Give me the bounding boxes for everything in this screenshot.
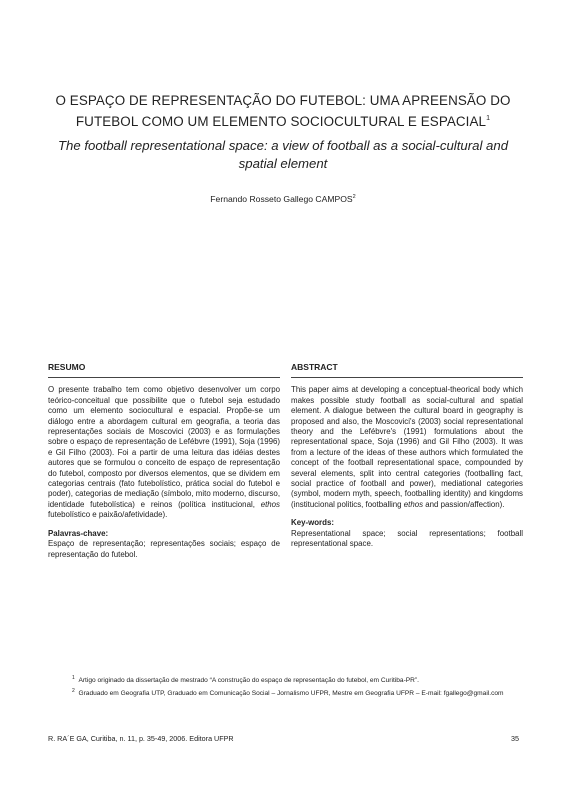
- footnote-1-mark: 1: [72, 675, 75, 681]
- resumo-body-end: futebolístico e paixão/afetividade).: [48, 510, 168, 520]
- footnote-2-mark: 2: [72, 688, 75, 694]
- page-number: 35: [511, 734, 519, 743]
- footnote-2-text: Graduado em Geografia UTP, Graduado em Comunicação Social – Jornalismo UFPR, Mestre em Geografia UFPR – E-mail: fgallego@gmail.com: [78, 690, 504, 697]
- article-title-text: O ESPAÇO DE REPRESENTAÇÃO DO FUTEBOL: UMA APREENSÃO DO FUTEBOL COMO UM ELEMENTO SOCIOCULTURAL E ESPACIAL: [55, 93, 511, 129]
- author-name: Fernando Rosseto Gallego CAMPOS: [210, 194, 353, 204]
- resumo-body: [48, 385, 280, 520]
- resumo-heading: RESUMO: [48, 362, 280, 378]
- title-footnote-mark: 1: [486, 115, 491, 122]
- abstract-body-italic: ethos: [403, 499, 424, 509]
- footnotes: [48, 673, 520, 699]
- resumo-keywords: Espaço de representação; representações sociais; espaço de representação do futebol.: [48, 539, 280, 559]
- journal-citation: R. RA´E GA, Curitiba, n. 11, p. 35-49, 2006. Editora UFPR: [48, 734, 234, 743]
- page-footer: [48, 734, 519, 743]
- abstract-heading: ABSTRACT: [291, 362, 523, 378]
- abstract-body: [291, 385, 523, 510]
- abstract-body-text: This paper aims at developing a conceptual-theorical body which makes possible study football as social-cultural and spatial element. A dialogue between the cultural board in geography is proposed and also, the Moscovici's (2003) social representational theory and the Lefébvre's (1991) formulations about the representational space, Soja (1996) and Gil Filho (2003). It was from a lecture of the ideas of these authors which formulated the concept of the football representational space, compounded by several elements, split into central categories (footballing fact, social practice of football and power), mediational categories (symbol, modern myth, speech, footballing identity) and kingdoms (institucional politics, footballing: [291, 385, 523, 509]
- author-footnote-mark: 2: [352, 194, 356, 200]
- abstract-body-end: and passion/affection).: [425, 499, 505, 509]
- resumo-body-text: O presente trabalho tem como objetivo desenvolver um corpo teórico-conceitual que possibilite que o futebol seja estudado como um elemento sociocultural e espacial. Propõe-se um diálogo entre a abordagem cultural em geografia, a teoria das representações sociais de Moscovici (2003) e as formulações sobre o espaço de representação de Lefébvre (1991), Soja (1996) e Gil Filho (2003). Foi a partir de uma leitura das idéias destes autores que se formulou o conceito de espaço de representação do futebol, composto por diversos elementos, que se dividem em categorias centrais (fato futebolístico, prática social do futebol e poder), categorias de mediação (símbolo, mito moderno, discurso, identidade futebolística) e reinos (política institucional,: [48, 385, 281, 509]
- resumo-body-italic: ethos: [260, 499, 280, 509]
- article-title: [40, 92, 526, 131]
- article-subtitle: The football representational space: a view of football as a social-cultural and spatial element: [57, 138, 509, 171]
- footnote-2: [48, 686, 520, 699]
- resumo-keywords-label: Palavras-chave:: [48, 528, 109, 538]
- author-line: [40, 194, 526, 204]
- abstract-keywords: Representational space; social representations; football representational space.: [291, 528, 523, 549]
- abstract-column: [291, 362, 523, 550]
- footnote-1-text: Artigo originado da dissertação de mestrado “A construção do espaço de representação do futebol, em Curitiba-PR”.: [78, 677, 419, 684]
- abstract-keywords-label: Key-words:: [291, 518, 334, 528]
- footnote-1: [48, 673, 520, 686]
- resumo-column: [48, 362, 280, 560]
